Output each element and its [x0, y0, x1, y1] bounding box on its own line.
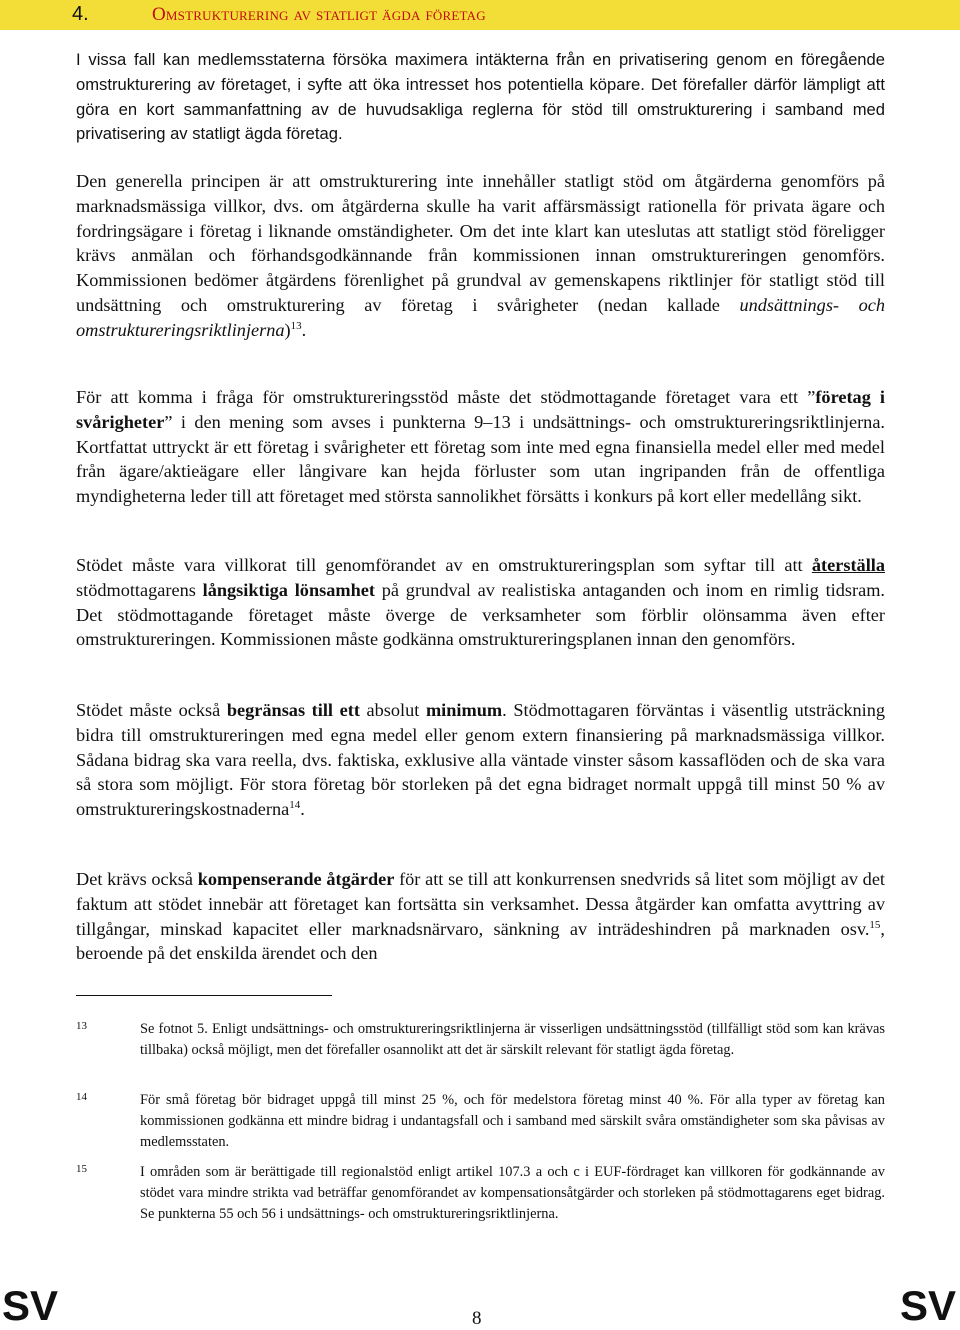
paragraph-2-end: . [301, 319, 307, 340]
term-restore: återställa [811, 555, 885, 575]
language-code-right: SV [899, 1282, 956, 1329]
paragraph-4-text-c: på grundval av realistiska antaganden och inom en rimlig tidsram. Det stödmottagande företaget måste överge de verksamheter som förblir olönsamma även efter omstruktureringen. Kommissionen måste godkänna omstruktureringsplanen innan den genomförs. [76, 579, 886, 650]
footnote-number: 15 [76, 1163, 87, 1175]
paragraph-3 [76, 385, 885, 509]
section-number: 4. [72, 3, 89, 25]
section-title: Omstrukturering av statligt ägda företag [152, 4, 486, 25]
footnote-number: 13 [76, 1020, 87, 1032]
paragraph-1 [76, 48, 885, 147]
term-minimum: minimum [425, 700, 503, 720]
paragraph-5-text-c: . Stödmottagaren förväntas i väsentlig utsträckning bidra till omstruktureringen med egna medel eller genom extern finansiering på marknadsmässiga villkor. Sådana bidrag ska vara reella, dvs. faktiska, exklusive alla väntade vinster såsom kassaflöden och de ska vara så stora som möjligt. För stora företag bör storleken på det egna bidraget normalt uppgå till minst 50 % av omstruktureringskostnaderna [76, 700, 886, 820]
paragraph-1-text: I vissa fall kan medlemsstaterna försöka maximera intäkterna från en privatisering genom en föregående omstrukturering av företaget, i syfte att öka intresset hos potentiella köpare. Det förefaller därför lämpligt att göra en kort sammanfattning av de huvudsakliga reglerna för stöd till omstrukturering i samband med privatisering av statligt ägda företag. [76, 50, 885, 144]
section-header-band [0, 0, 960, 30]
paragraph-6-text-a: Det krävs också [76, 869, 198, 889]
paragraph-5-text-a: Stödet måste också [76, 700, 227, 720]
paragraph-2 [76, 169, 885, 343]
paragraph-5-end: . [300, 799, 305, 820]
paragraph-3-text-b: ” i den mening som avses i punkterna 9–13 i undsättnings- och omstruktureringsriktlinjerna. Kortfattat uttryckt är ett företag i svårigheter ett företag som inte med egna finansiella medel eller med medel från ägare/aktieägare eller långivare kan hejda förluster som utan ingripanden från de offentliga myndigheterna leder till att företaget med största sannolikhet försätts i konkurs på kort eller medellång sikt. [76, 411, 885, 507]
paragraph-5 [76, 698, 885, 822]
footnote-number: 14 [76, 1091, 87, 1103]
term-limited-to: begränsas till ett [226, 700, 360, 720]
paragraph-4-text-a: Stödet måste vara villkorat till genomförandet av en omstruktureringsplan som syftar till att [76, 555, 812, 575]
paragraph-5-text-b: absolut [359, 700, 426, 720]
footnote-text: Se fotnot 5. Enligt undsättnings- och omstruktureringsriktlinjerna är visserligen undsättningsstöd (tillfälligt stöd som kan krävas tillbaka) också möjligt, men det förefaller osannolikt att det är särskilt relevant för statligt ägda företag. [140, 1021, 885, 1058]
footnote-separator [76, 995, 332, 996]
paragraph-2-close: ) [284, 319, 291, 340]
term-company-in-difficulty: företag i svårigheter [76, 387, 885, 432]
page-number: 8 [472, 1308, 482, 1329]
term-long-term-viability: långsiktiga lönsamhet [202, 579, 375, 600]
language-code-left: SV [2, 1282, 59, 1329]
guidelines-term: undsättnings- och omstruktureringsriktlinjerna [76, 294, 885, 340]
paragraph-6-text-c: , beroende på det enskilda ärendet och den [76, 918, 885, 964]
footnote-ref-14[interactable]: 14 [289, 799, 301, 812]
paragraph-2-text: Den generella principen är att omstrukturering inte innehåller statligt stöd om åtgärderna genomförs på marknadsmässiga villkor, dvs. om åtgärderna skulle ha varit affärsmässigt rationella för privata ägare och fordringsägare i företag i liknande omständigheter. Om det inte klart kan uteslutas att statligt stöd föreligger krävs anmälan och förhandsgodkännande från kommissionen innan omstruktureringen genomförs. Kommissionen bedömer åtgärdens förenlighet på grundval av gemenskapens riktlinjer för statligt stöd till undsättning och omstrukturering av företag i svårigheter (nedan kallade [76, 171, 885, 315]
footnote-text: I områden som är berättigade till regionalstöd enligt artikel 107.3 a och c i EUF-fördraget kan villkoren för godkännande av stödet vara mindre strikta vad beträffar genomförandet av kompensationsåtgärder och storleken på stödmottagarens eget bidrag. Se punkterna 55 och 56 i undsättnings- och omstruktureringsriktlinjerna. [140, 1164, 885, 1222]
paragraph-4-text-b: stödmottagarens [76, 579, 203, 600]
paragraph-6-text-b: för att se till att konkurrensen snedvrids så litet som möjligt av det faktum att stödet innebär att företaget kan fortsätta sin verksamhet. Dessa åtgärder kan omfatta avyttring av tillgångar, minskad kapacitet eller marknadsnärvaro, sänkning av inträdeshindren på marknaden osv. [76, 869, 886, 939]
paragraph-4 [76, 553, 885, 652]
paragraph-6 [76, 867, 885, 966]
term-compensatory-measures: kompenserande åtgärder [197, 869, 395, 889]
footnote-ref-15[interactable]: 15 [869, 918, 881, 931]
footnote-text: För små företag bör bidraget uppgå till minst 25 %, och för medelstora företag minst 40 %. För alla typer av företag kan kommissionen godkänna ett mindre bidrag i undantagsfall och i samband med särskilt svåra omständigheter som ska påvisas av medlemsstaten. [140, 1092, 885, 1150]
footnote-ref-13[interactable]: 13 [290, 319, 302, 332]
paragraph-3-text-a: För att komma i fråga för omstruktureringsstöd måste det stödmottagande företaget vara ett ” [76, 387, 816, 407]
